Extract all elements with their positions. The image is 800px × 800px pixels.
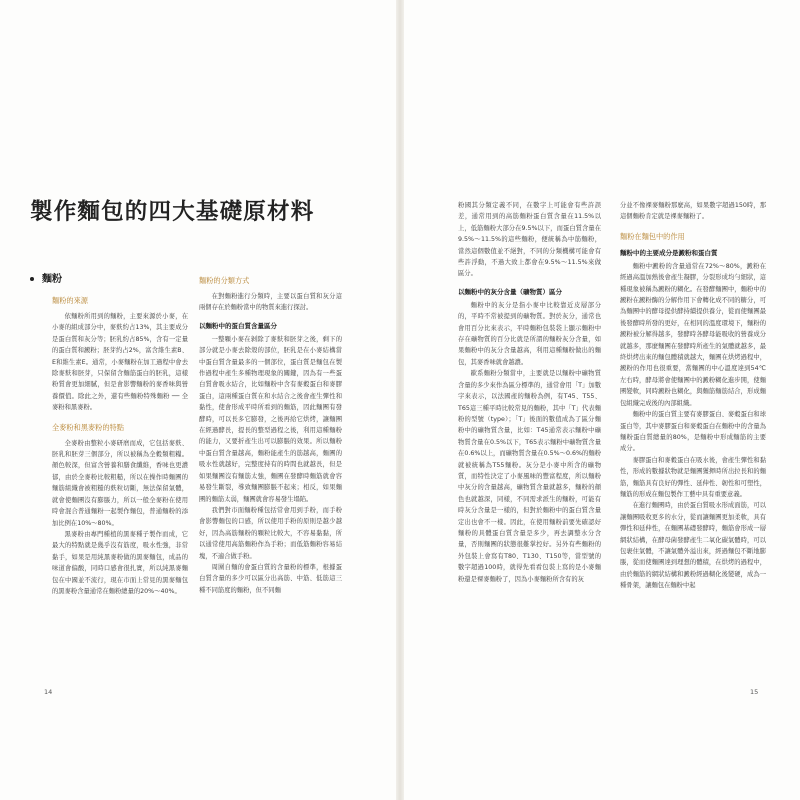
paragraph: 黑麥粉由專門種植的黑麥種子製作而成，它最大的特點就是幾乎沒有筋度，吸水性強，非常黏手，如果是用純黑麥粉做的黑麥麵包，成品的味道會偏酸，同時口感會很扎實，所以純黑麥麵包在中國並不流行，現在市面上常見的黑麥麵包的黑麥粉含量通常在麵粉總量的20%～40%。	[52, 530, 188, 595]
subheading-flour-role: 麵粉在麵包中的作用	[620, 231, 685, 241]
paragraph: 麵粉中的蛋白質主要有麥膠蛋白、麥穀蛋白和球蛋白等，其中麥膠蛋白和麥穀蛋白在麵粉中的含量為麵粉蛋白質總量的80%，是麵粉中形成麵筋的主要成分。	[620, 411, 766, 453]
paragraph: 全麥粉由整粒小麥研磨而成，它包括麥麩、胚乳和胚芽三個部分，所以被稱為全穀類粗糧。顏色較深，但富含營養和膳食纖維，香味也更濃郁，由於全麥粉比較粗糙，所以在操作時麵團的麵筋組織會被粗糙的麩粒切斷，無法保留氣體，就會使麵團沒有膨脹力，所以一般全麥粉在使用時會混合普通麵粉一起製作麵包，普通麵粉的添加比例在10%～80%。	[52, 439, 188, 527]
subheading-flour-source: 麵粉的來源	[52, 296, 88, 305]
chapter-title: 製作麵包的四大基礎原材料	[30, 199, 315, 225]
paragraph: 一整顆小麥在剝除了麥麩和胚芽之後，剩下的部分就是小麥去除殼的部位，胚乳是在小麥結構當中蛋白質含量最多的一個部位，蛋白質是麵包在製作過程中產生多種物理現象的關鍵，因為有一些蛋白質會吸水結合，比如麵粉中含有麥穀蛋白和麥膠蛋白，這兩種蛋白質在和水結合之後會產生彈性和黏性，使會形成平時所看到的麵筋，因此麵團有發酵時，可以長多它膨發，之後再給它烘烤，讓麵團在經過酵長，提長的整型過程之後，利用這種麵粉的能力，又要折產生出可以膨脹的效果。所以麵粉中蛋白質含量越高，麵粉能產生的筋越高，麵團的吸水性就越好，完整度持有的時間也就越長，但是如果麵團沒有麵筋太強，麵團在發酵時麵筋就會容易發生斷裂，導致麵團膨脹不起來；相反，如果麵團的麵筋太弱，麵團就會容易發生塌陷。	[199, 335, 342, 503]
book-gutter	[396, 0, 404, 800]
paragraph: 在對麵粉進行分類時，主要以蛋白質和灰分這兩個存在於麵粉當中的物質來進行探討。	[199, 293, 342, 312]
paragraph: 歐系麵粉分類當中，主要就是以麵粉中礦物質含量的多少來作為區分標準的，通常會用「T」加數字來表示，以法國產的麵粉為例，有T45、T55、T65這三種平時比較常見的麵粉，其中「T」代表麵粉的型號（type）；「T」後面的數值成為了區分麵粉中的礦物質含量，比如：T45通常表示麵粉中礦物質含量在0.5%以下，T65表示麵粉中礦物質含量在0.6%以上，而礦物質含量在0.5%～0.6%的麵粉就被統稱為T55麵粉。灰分是小麥中所含的礦物質，而特性決定了小麥風味的豐富程度，所以麵粉中灰分的含量越高，礦物質含量就越多，麵粉的顏色也就越深，同樣，不同需求派生的麵粉，可能有時灰分含量是一樣的，但對於麵粉中的蛋白質含量定出也會不一樣。因此，在使用麵粉前要先確認好麵粉的具體蛋白質含量是多少，再去調整水分含量，否則麵團的狀態很難掌控好。另外有些麵粉的外包裝上會寫有T80、T130、T150等，當型號的數字超過100時，就得先看看包裝上寫的是小麥麵粉還是裸麥麵粉了，因為小麥麵粉所含有的灰	[458, 370, 601, 583]
paragraph: 麵粉中澱粉的含量通常在72%～80%，澱粉在經過高溫加熱後會產生凝膠，分裂形成均勻細狀，這種現象被稱為澱粉的糊化。在發酵麵團中，麵粉中的澱粉在澱粉酶的分解作用下會轉化成不同的糖分，可為麵團中的酵母提供酵持續提供養分，從而使麵團最後發酵時所發的更好，在相同的溫度環境下，麵粉的澱粉被分解得越多，發酵時各酵母能吸收的營養成分就越多，那麼麵團在發酵時所產生的氣體就越多，最終烘烤出來的麵包體積就越大，麵團在烘烤過程中，澱粉的作用也很重要，當麵團的中心溫度達到54℃左右時，酵母將會使麵團中的澱粉糊化進步開，使麵團變軟，同時澱粉也糊化，與麵筋麵筋結合，形成麵包組織完成後的內部組織。	[620, 262, 766, 407]
paragraph: 周圍自麵的會蛋白質的含量粉的標準，根據蛋白質含量的多少可以區分出高筋、中筋、低筋這三種不同筋度的麵粉，但不同麵	[199, 563, 342, 594]
bullet-icon	[30, 277, 34, 281]
subheading-flour-classification: 麵粉的分類方式	[199, 276, 250, 285]
paragraph: 在進行麵團時，由於蛋白質吸水形成面筋，可以讓麵團吸收更多的水分，從而讓麵團更加柔軟，具有彈性和延伸性，在麵團基礎發酵時，麵筋會形成一層網狀結構，在酵母菌發酵產生二氧化碳氣體時，可以包裹住氣體，不讓氣體外溢出來，經過麵包不斷地膨脹，從而使麵團達到理想的體積，在烘烤的過程中，由於麵筋的網狀結構和澱粉經過糊化後變硬，成為一種骨架，讓麵包在麵粉中起	[620, 502, 766, 590]
right-column-1	[458, 200, 601, 585]
left-column-1	[52, 292, 188, 597]
left-column-2	[199, 272, 342, 596]
paragraph: 依麵粉所用到的麵粉，主要來源於小麥，在小麥的組成部分中，麥麩約占13%，其主要成分是蛋白質和灰分等；胚乳約占85%，含有一定量的蛋白質和澱粉；胚芽約占2%，富含維生素B、E和維生素E。通常，小麥麵粉在加工過程中會去除麥麩和胚芽，只保留含麵筋蛋白的胚乳，這樣粉質會更加細膩，但是會影響麵粉的麥香味與營養價值。除此之外，還有些麵粉特殊麵粉 ── 全麥粉和黑麥粉。	[52, 313, 188, 412]
section-heading	[30, 270, 62, 285]
subheading-ash-content: 以麵粉中的灰分含量（礦物質）區分	[458, 287, 562, 296]
paragraph: 我們對市面麵粉種包括常會用到手粉，而手粉會影響麵包的口感，所以使用手粉的原則是越少越好，因為高筋麵粉的顆粒比較大，不容易黏黏，所以通常使用高筋麵粉作為手粉；而低筋麵粉容易結塊，不適合做手粉。	[199, 506, 342, 560]
subheading-protein-content: 以麵粉中的蛋白質含量區分	[199, 321, 277, 330]
page-number-left: 14	[44, 688, 53, 696]
paragraph: 分並不像裸麥麵粉那麼高，如果數字超過150時，那這個麵粉肯定就是裸麥麵粉了。	[620, 202, 766, 221]
paragraph: 麥膠蛋白和麥穀蛋白在吸水後，會產生彈性和黏性，形成的數據狀物就是麵團獲揮時所出拉長和的麵筋，麵筋具有良好的彈性、延伸性、韌性和可塑性，麵筋的形成在麵包製作工藝中具有重要意義。	[620, 456, 766, 498]
page-number-right: 15	[750, 688, 759, 696]
subheading-wholewheat-rye: 全麥粉和黑麥粉的特點	[52, 422, 124, 432]
paragraph: 粉國其分類定義不同，在數字上可能會有些許誤差，通常用到的高筋麵粉蛋白質含量在11.5%以上，低筋麵粉大部分在9.5%以下，而蛋白質含量在9.5%～11.5%的這些麵粉，便統稱為中筋麵粉，當然這個數值並不絕對，不同的分類機構可能會有些許浮動，不過大致上都會在9.5%～11.5%來做區分。	[458, 202, 601, 278]
section-title: 麵粉	[42, 274, 62, 285]
paragraph: 麵粉中的灰分是指小麥中比較靠近皮層部分的，平時不常被提到的礦物質。對於灰分，通常也會用百分比來表示，平時麵粉包裝袋上顯示麵粉中存在礦物質的百分比就是所謂的麵粉灰分含量，如果麵粉中的灰分含量越高，利用這種麵粉做出的麵包，其麥香味就會越濃。	[458, 301, 601, 366]
right-column-2	[620, 200, 766, 592]
subheading-starch-protein: 麵粉中的主要成分是澱粉和蛋白質	[620, 248, 718, 257]
